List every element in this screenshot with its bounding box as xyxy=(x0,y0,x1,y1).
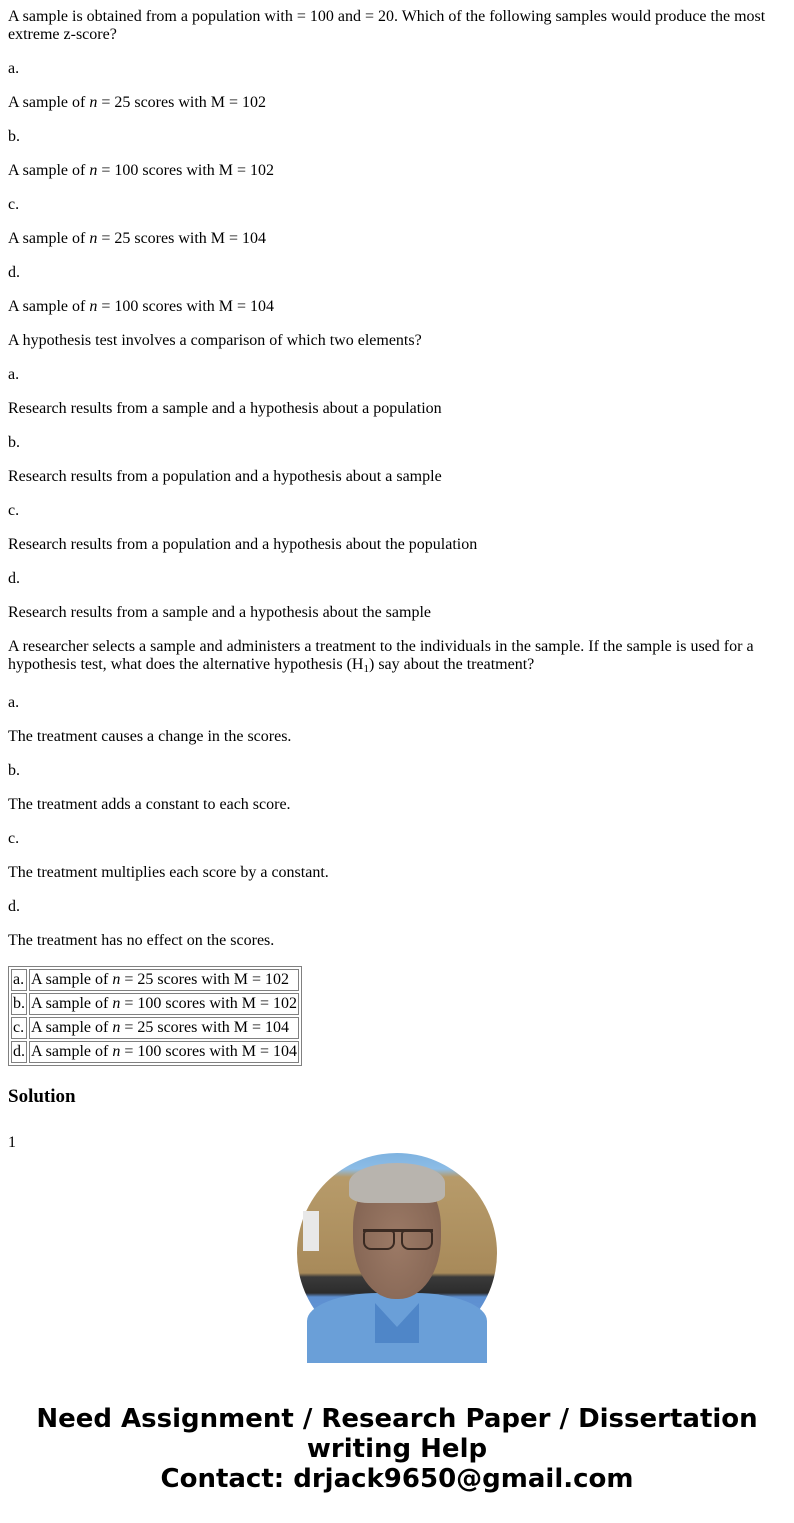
q3-option-a-text: The treatment causes a change in the scores. xyxy=(8,728,292,745)
q3-option-b-letter: b. xyxy=(8,762,20,779)
table-cell-text: A sample of n = 100 scores with M = 102 xyxy=(29,993,299,1015)
table-row xyxy=(11,969,299,991)
promo-contact: Contact: drjack9650@gmail.com xyxy=(160,1464,634,1494)
options-table xyxy=(8,966,302,1066)
q3-option-a-letter: a. xyxy=(8,694,20,711)
q2-option-b-letter: b. xyxy=(8,434,20,451)
avatar-glasses xyxy=(363,1229,433,1250)
q3-option-d-letter: d. xyxy=(8,898,20,915)
table-row xyxy=(11,1041,299,1063)
question-2-prompt: A hypothesis test involves a comparison of which two elements? xyxy=(8,332,422,349)
question-3-prompt: A researcher selects a sample and administers a treatment to the individuals in the sample. If the sample is used for a hypothesis test, what does the alternative hypothesis $(H_1)$ say about the treatment? xyxy=(8,638,754,675)
table-row xyxy=(11,1017,299,1039)
q1-option-d-letter: d. xyxy=(8,264,20,281)
avatar-background-window xyxy=(303,1211,319,1251)
q1-option-d-text: A sample of n = 100 scores with M = 104 xyxy=(8,298,275,315)
solution-heading: Solution xyxy=(8,1086,76,1107)
table-cell-text: A sample of n = 100 scores with M = 104 xyxy=(29,1041,299,1063)
table-cell-text: A sample of n = 25 scores with M = 102 xyxy=(29,969,299,991)
q3-option-c-letter: c. xyxy=(8,830,20,847)
q1-option-c-letter: c. xyxy=(8,196,20,213)
avatar-photo xyxy=(297,1153,497,1353)
table-cell-letter: d. xyxy=(11,1041,27,1063)
q2-option-a-text: Research results from a sample and a hypothesis about a population xyxy=(8,400,442,417)
q1-option-c-text: A sample of n = 25 scores with M = 104 xyxy=(8,230,267,247)
q2-option-d-letter: d. xyxy=(8,570,20,587)
q1-option-a-letter: a. xyxy=(8,60,20,77)
question-1-prompt: A sample is obtained from a population with = 100 and = 20. Which of the following samples would produce the most extreme z-score? xyxy=(8,8,766,43)
solution-clipped-content xyxy=(8,1122,786,1151)
q1-option-a-text: A sample of n = 25 scores with M = 102 xyxy=(8,94,267,111)
table-cell-letter: a. xyxy=(11,969,27,991)
q3-option-b-text: The treatment adds a constant to each score. xyxy=(8,796,291,813)
table-cell-letter: b. xyxy=(11,993,27,1015)
avatar-hair xyxy=(349,1163,445,1203)
q3-option-c-text: The treatment multiplies each score by a constant. xyxy=(8,864,329,881)
q2-option-b-text: Research results from a population and a hypothesis about a sample xyxy=(8,468,442,485)
promo-line-1: Need Assignment / Research Paper / Dissertation xyxy=(36,1404,758,1434)
q1-option-b-text: A sample of n = 100 scores with M = 102 xyxy=(8,162,275,179)
q3-option-d-text: The treatment has no effect on the scores. xyxy=(8,932,275,949)
author-avatar xyxy=(297,1153,497,1353)
q2-option-a-letter: a. xyxy=(8,366,20,383)
table-cell-letter: c. xyxy=(11,1017,27,1039)
promo-banner xyxy=(0,1404,794,1494)
q1-option-b-letter: b. xyxy=(8,128,20,145)
q2-option-d-text: Research results from a sample and a hypothesis about the sample xyxy=(8,604,431,621)
solution-clipped-text: 1 xyxy=(8,1134,16,1151)
table-row xyxy=(11,993,299,1015)
promo-line-2: writing Help xyxy=(306,1434,488,1464)
q2-option-c-text: Research results from a population and a hypothesis about the population xyxy=(8,536,478,553)
table-cell-text: A sample of n = 25 scores with M = 104 xyxy=(29,1017,299,1039)
q2-option-c-letter: c. xyxy=(8,502,20,519)
